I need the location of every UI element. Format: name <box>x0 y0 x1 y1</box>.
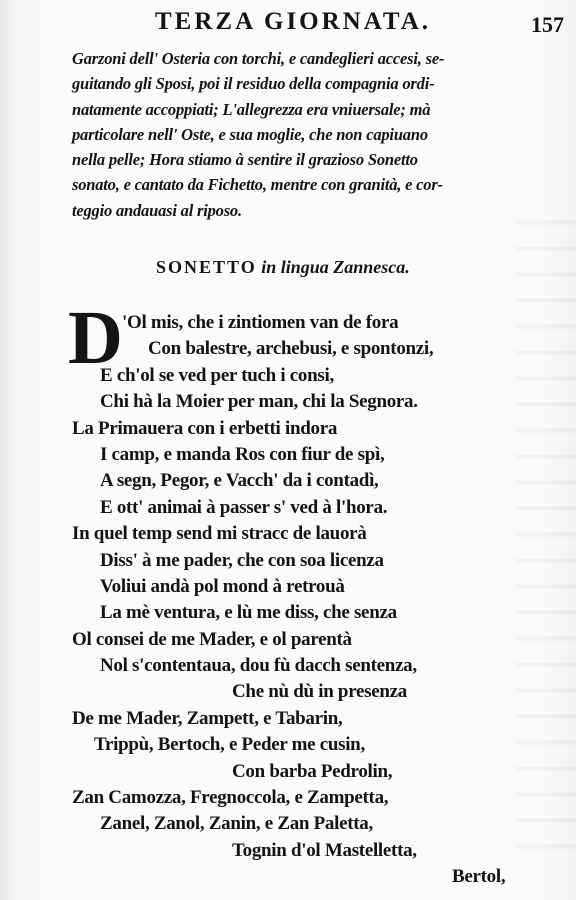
verse-line: Con barba Pedrolin, <box>232 760 393 782</box>
prose-line: natamente accoppiati; L'allegrezza era vniuersale; mà <box>72 99 431 119</box>
prose-line: Garzoni dell' Osteria con torchi, e candeglieri accesi, se- <box>72 49 445 68</box>
prose-line: teggio andauasi al riposo. <box>72 200 242 220</box>
verse-line: La Primauera con i erbetti indora <box>72 417 338 439</box>
verse-line: E ott' animai à passer s' ved à l'hora. <box>100 496 388 518</box>
verse-line: Con balestre, archebusi, e spontonzi, <box>148 338 434 360</box>
verse-line: Bertol, <box>452 866 506 888</box>
verse-line: Nol s'contentaua, dou fù dacch sentenza, <box>100 655 417 677</box>
prose-line: sonato, e cantato da Fichetto, mentre con granità, e cor- <box>72 175 443 195</box>
sonnet-verse <box>0 310 576 891</box>
verse-line: Voliui andà pol mond à retrouà <box>100 575 345 597</box>
verse-line: Ol consei de me Mader, e ol parentà <box>72 628 352 650</box>
verse-line: In quel temp send mi stracc de lauorà <box>72 523 367 545</box>
prose-line: guitando gli Sposi, poi il residuo della compagnia ordi- <box>72 74 435 94</box>
verse-line: Zan Camozza, Fregnoccola, e Zampetta, <box>72 787 389 809</box>
running-head: TERZA GIORNATA. <box>155 8 432 35</box>
prose-line: particolare nell' Oste, e sua moglie, che non capiuano <box>72 124 428 144</box>
verse-line: Che nù dù in presenza <box>232 681 407 703</box>
verse-line: Diss' à me pader, che con soa licenza <box>100 549 384 571</box>
page-number: 157 <box>531 12 564 37</box>
verse-line: Zanel, Zanol, Zanin, e Zan Paletta, <box>100 813 373 835</box>
verse-line: 'Ol mis, che i zintiomen van de fora <box>122 312 399 333</box>
verse-line: Tognin d'ol Mastelletta, <box>232 839 417 861</box>
verse-line: Trippù, Bertoch, e Peder me cusin, <box>94 734 365 756</box>
verse-line: Chi hà la Moier per man, chi la Segnora. <box>100 391 418 413</box>
verse-line: I camp, e manda Ros con fiur de spì, <box>100 443 385 465</box>
prose-line: nella pelle; Hora stiamo à sentire il grazioso Sonetto <box>72 150 418 170</box>
prose-paragraph <box>72 46 548 223</box>
sonnet-heading <box>156 257 410 278</box>
drop-cap: D <box>68 296 123 380</box>
sonnet-heading-subtitle: in lingua Zannesca. <box>256 257 410 277</box>
verse-line: A segn, Pegor, e Vacch' da i contadì, <box>100 470 379 492</box>
verse-line: E ch'ol se ved per tuch i consi, <box>100 364 334 386</box>
verse-line: De me Mader, Zampett, e Tabarin, <box>72 707 343 729</box>
sonnet-heading-caps: SONETTO <box>156 257 257 277</box>
verse-line: La mè ventura, e lù me diss, che senza <box>100 602 397 624</box>
